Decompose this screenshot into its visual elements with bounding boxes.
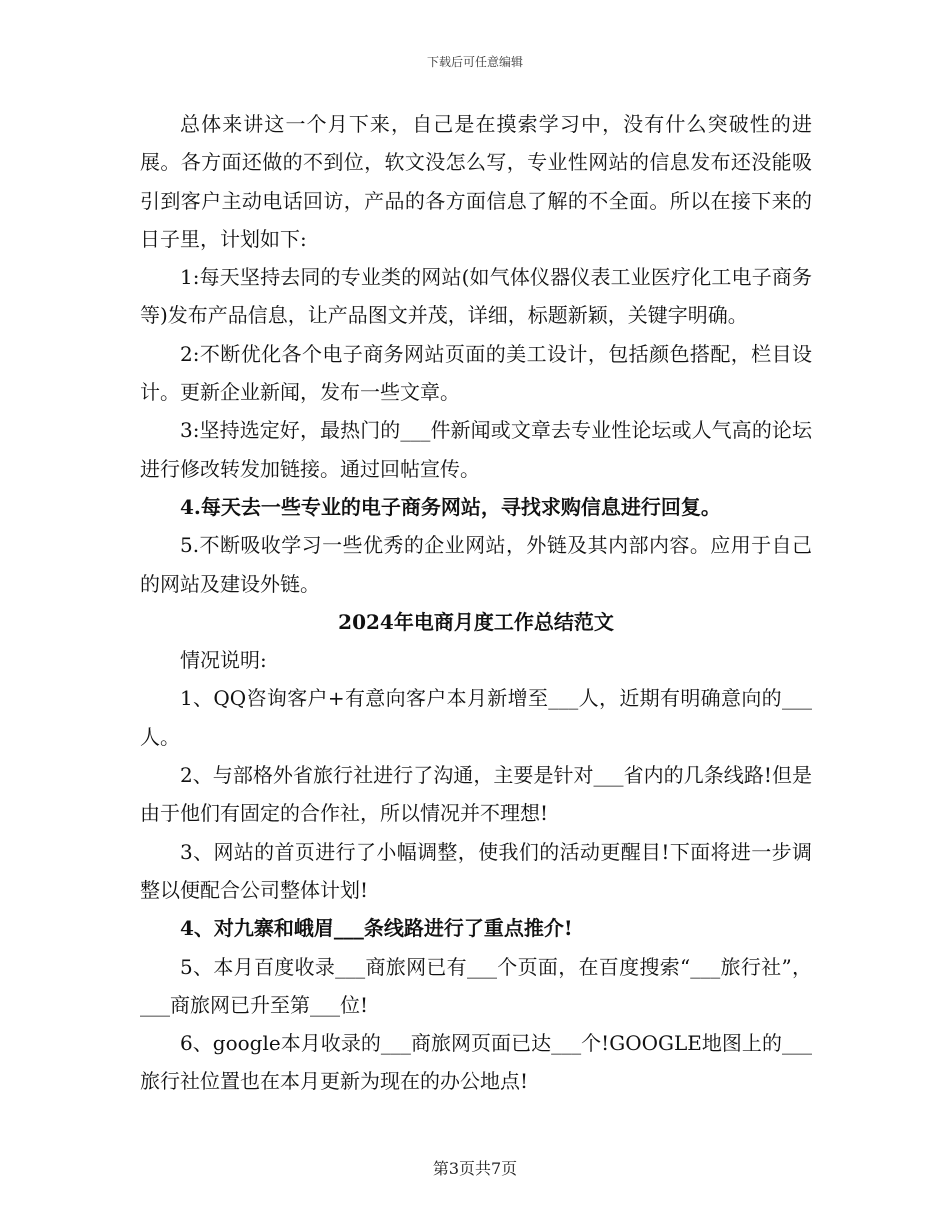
section-title: 2024年电商月度工作总结范文 [338, 609, 614, 634]
paragraph-plan-3: 3:坚持选定好，最热门的___件新闻或文章去专业性论坛或人气高的论坛进行修改转发加链接。通过回帖宣传。 [140, 418, 812, 481]
document-body [140, 105, 812, 1101]
download-note: 下载后可任意编辑 [426, 55, 523, 69]
paragraph-summary: 总体来讲这一个月下来，自己是在摸索学习中，没有什么突破性的进展。各方面还做的不到位，软文没怎么写，专业性网站的信息发布还没能吸引到客户主动电话回访，产品的各方面信息了解的不全面。所以在接下来的日子里，计划如下: [140, 112, 812, 251]
paragraph-situation-intro: 情况说明: [180, 648, 267, 673]
paragraph-situation-5: 5、本月百度收录___商旅网已有___个页面，在百度搜索“___旅行社”，___商旅网已升至第___位! [140, 954, 812, 1017]
paragraph-situation-1: 1、QQ咨询客户+有意向客户本月新增至___人，近期有明确意向的___人。 [140, 686, 812, 749]
paragraph-situation-4: 4、对九寨和峨眉___条线路进行了重点推介! [180, 916, 573, 941]
page-indicator: 第3页共7页 [432, 1159, 518, 1178]
paragraph-plan-4: 4.每天去一些专业的电子商务网站，寻找求购信息进行回复。 [180, 494, 721, 519]
paragraph-plan-1: 1:每天坚持去同的专业类的网站(如气体仪器仪表工业医疗化工电子商务等)发布产品信息，让产品图文并茂，详细，标题新颖，关键字明确。 [140, 265, 812, 328]
paragraph-plan-2: 2:不断优化各个电子商务网站页面的美工设计，包括颜色搭配，栏目设计。更新企业新闻，发布一些文章。 [140, 341, 812, 405]
paragraph-situation-2: 2、与部格外省旅行社进行了沟通，主要是针对___省内的几条线路!但是由于他们有固定的合作社，所以情况并不理想! [140, 763, 812, 826]
paragraph-plan-5: 5.不断吸收学习一些优秀的企业网站，外链及其内部内容。应用于自己的网站及建设外链。 [140, 533, 812, 596]
paragraph-situation-6: 6、google本月收录的___商旅网页面已达___个!GOOGLE地图上的___旅行社位置也在本月更新为现在的办公地点! [140, 1031, 812, 1094]
paragraph-situation-3: 3、网站的首页进行了小幅调整，使我们的活动更醒目!下面将进一步调整以便配合公司整体计划! [140, 839, 812, 902]
